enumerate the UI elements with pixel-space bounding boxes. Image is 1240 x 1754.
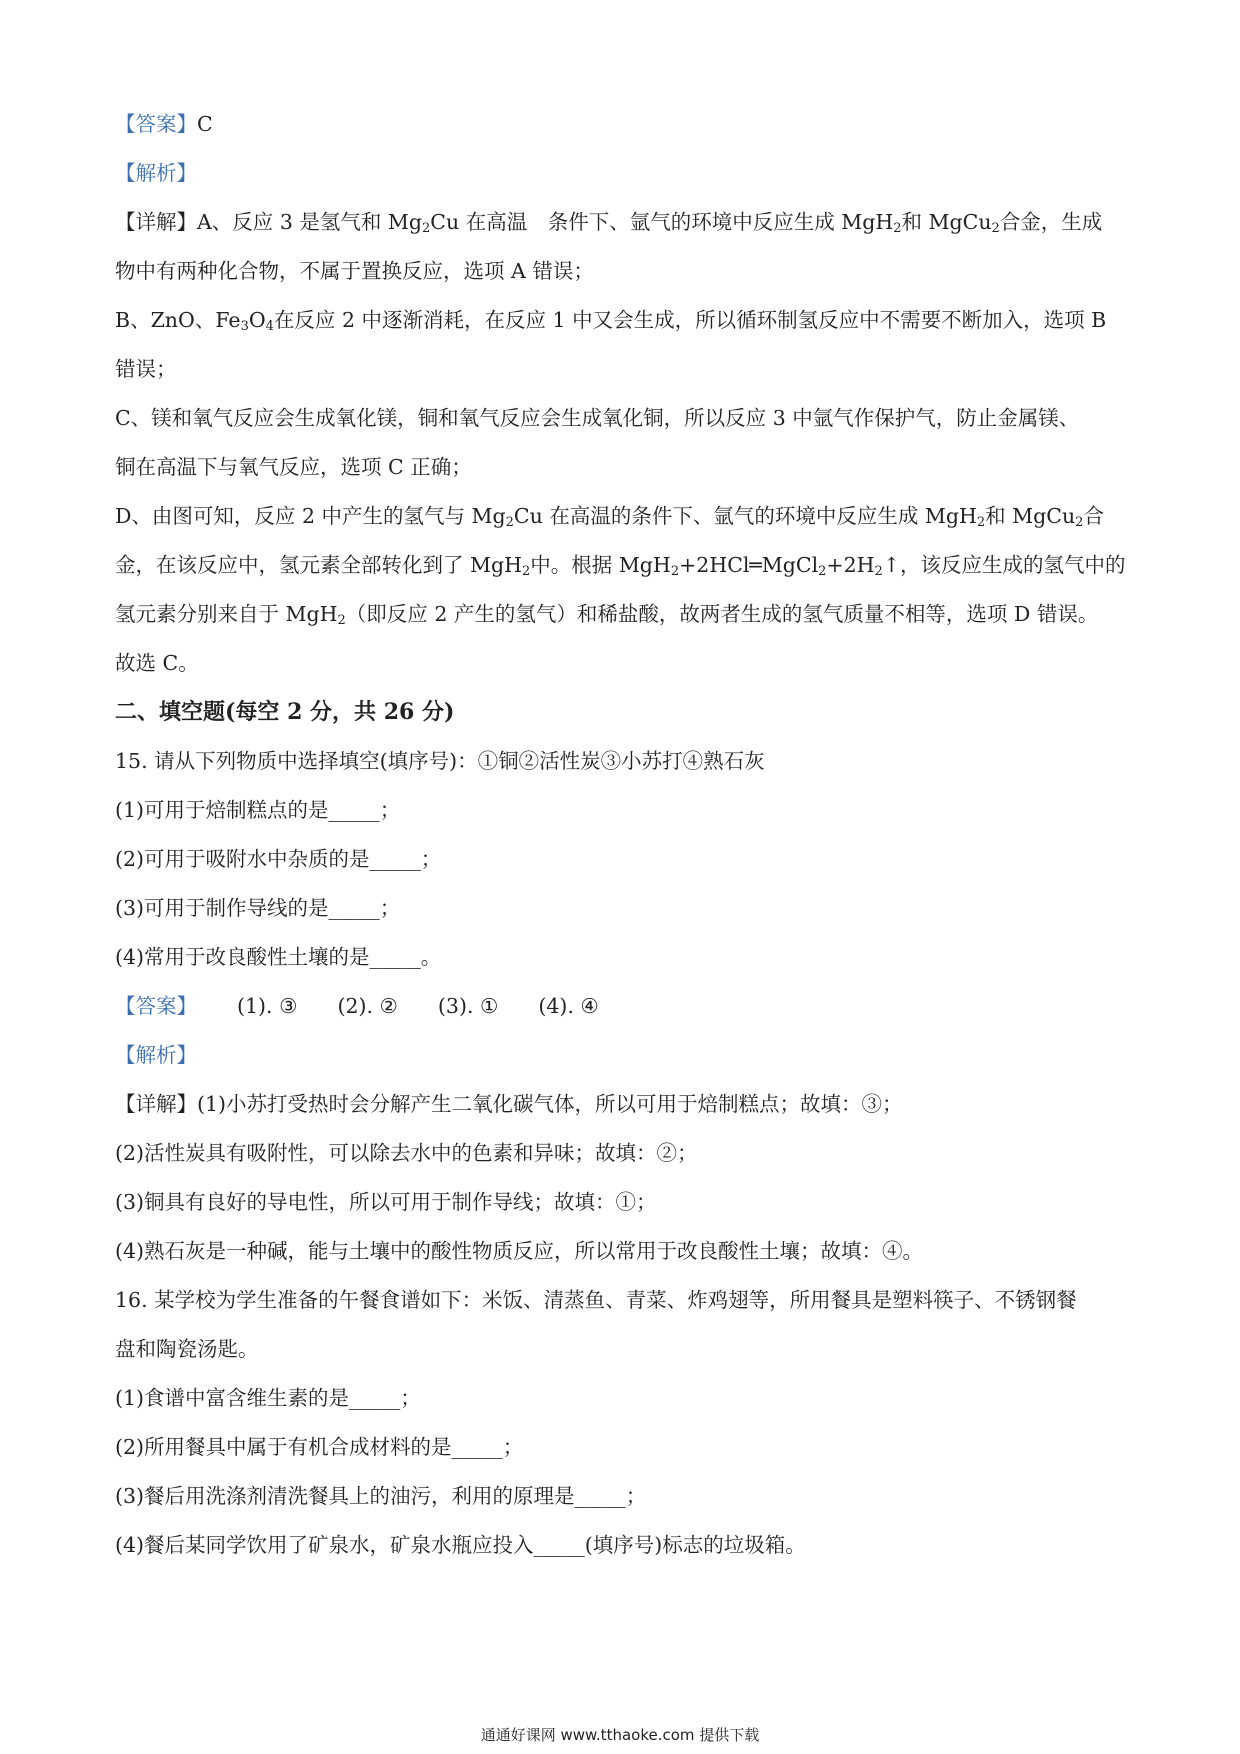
text-run: A、反应 3 是氢气和 Mg xyxy=(197,210,423,234)
text-run: ↑，该反应生成的氢气中的 xyxy=(882,553,1126,577)
text-run: 金，在该反应中，氢元素全部转化到了 MgH xyxy=(115,553,523,577)
page-footer: 通通好课网 www.tthaoke.com 提供下载 xyxy=(480,1726,760,1744)
answer-item: (2). ② xyxy=(337,994,398,1018)
q15-detail-4: (4)熟石灰是一种碱，能与土壤中的酸性物质反应，所以常用于改良酸性土壤；故填：④。 xyxy=(115,1239,924,1263)
q16-part-1: (1)食谱中富含维生素的是_____； xyxy=(115,1386,421,1410)
text-run: 和 MgCu xyxy=(985,504,1076,528)
answer-item: (1). ③ xyxy=(237,994,298,1018)
text-run: 合金，生成 xyxy=(999,210,1103,234)
text-run: (1)小苏打受热时会分解产生二氧化碳气体，所以可用于焙制糕点；故填：③； xyxy=(197,1092,903,1116)
answer-tag: 【答案】 xyxy=(115,112,197,136)
subscript: 2 xyxy=(422,221,431,236)
q15-detail-1 xyxy=(115,1080,1135,1129)
q16-part-3: (3)餐后用洗涤剂清洗餐具上的油污，利用的原理是_____； xyxy=(115,1484,647,1508)
q14-detail-line-3 xyxy=(115,296,1135,345)
q15-part-2: (2)可用于吸附水中杂质的是_____； xyxy=(115,847,442,871)
q15-part-3: (3)可用于制作导线的是_____； xyxy=(115,896,401,920)
text-run: 氢元素分别来自于 MgH xyxy=(115,602,338,626)
q16-stem-2: 盘和陶瓷汤匙。 xyxy=(115,1337,259,1361)
subscript: 4 xyxy=(265,319,274,334)
q16-part-4: (4)餐后某同学饮用了矿泉水，矿泉水瓶应投入_____(填序号)标志的垃圾箱。 xyxy=(115,1533,806,1557)
text-run: Cu 在高温 条件下、氩气的环境中反应生成 MgH xyxy=(430,210,894,234)
q15-detail-3: (3)铜具有良好的导电性，所以可用于制作导线；故填：①； xyxy=(115,1190,657,1214)
q14-detail-line-7 xyxy=(115,492,1135,541)
subscript: 2 xyxy=(893,221,902,236)
answer-item: (4). ④ xyxy=(538,994,599,1018)
text-run: +2H xyxy=(826,553,875,577)
q14-detail-line-6: 铜在高温下与氧气反应，选项 C 正确； xyxy=(115,455,472,479)
section-heading: 二、填空题(每空 2 分，共 26 分) xyxy=(115,699,455,725)
q14-detail-line-5: C、镁和氧气反应会生成氧化镁，铜和氧气反应会生成氧化铜，所以反应 3 中氩气作保护气，防止金属镁、 xyxy=(115,406,1080,430)
q14-analysis-line xyxy=(115,149,1135,198)
subscript: 3 xyxy=(240,319,249,334)
subscript: 2 xyxy=(991,221,1000,236)
text-run: （即反应 2 产生的氢气）和稀盐酸，故两者生成的氢气质量不相等，选项 D 错误。 xyxy=(345,602,1099,626)
analysis-tag: 【解析】 xyxy=(115,1043,197,1067)
q14-detail-line-4: 错误； xyxy=(115,357,177,381)
q16-part-2: (2)所用餐具中属于有机合成材料的是_____； xyxy=(115,1435,524,1459)
subscript: 2 xyxy=(1075,515,1084,530)
text-run: 中。根据 MgH xyxy=(530,553,671,577)
subscript: 2 xyxy=(337,613,346,628)
q15-analysis-line xyxy=(115,1031,1135,1080)
q15-stem: 15. 请从下列物质中选择填空(填序号)：①铜②活性炭③小苏打④熟石灰 xyxy=(115,749,765,773)
subscript: 2 xyxy=(874,564,883,579)
text-run: D、由图可知，反应 2 中产生的氢气与 Mg xyxy=(115,504,506,528)
answer-list xyxy=(237,994,599,1018)
answer-tag: 【答案】 xyxy=(115,994,197,1018)
document-body xyxy=(115,100,1135,1570)
q15-part-1: (1)可用于焙制糕点的是_____； xyxy=(115,798,401,822)
q15-detail-2: (2)活性炭具有吸附性，可以除去水中的色素和异味；故填：②； xyxy=(115,1141,698,1165)
text-run: 在反应 2 中逐渐消耗，在反应 1 中又会生成，所以循环制氢反应中不需要不断加入，选项 B xyxy=(273,308,1107,332)
q15-part-4: (4)常用于改良酸性土壤的是_____。 xyxy=(115,945,442,969)
subscript: 2 xyxy=(522,564,531,579)
analysis-tag: 【解析】 xyxy=(115,161,197,185)
detail-tag: 【详解】 xyxy=(115,210,197,234)
answer-value: C xyxy=(197,112,213,136)
subscript: 2 xyxy=(818,564,827,579)
subscript: 2 xyxy=(670,564,680,579)
text-run: 合 xyxy=(1083,504,1104,528)
q14-detail-line-8 xyxy=(115,541,1135,590)
q15-answer-line xyxy=(115,982,1135,1031)
q16-stem-1: 16. 某学校为学生准备的午餐食谱如下：米饭、清蒸鱼、青菜、炸鸡翅等，所用餐具是塑料筷子、不锈钢餐 xyxy=(115,1288,1077,1312)
text-run: B、ZnO、Fe xyxy=(115,308,241,332)
q14-detail-line-2: 物中有两种化合物，不属于置换反应，选项 A 错误； xyxy=(115,259,594,283)
text-run: O xyxy=(248,308,266,332)
detail-tag: 【详解】 xyxy=(115,1092,197,1116)
answer-item: (3). ① xyxy=(437,994,499,1018)
subscript: 2 xyxy=(505,515,514,530)
q14-answer-line xyxy=(115,100,1135,149)
q14-detail-line-9 xyxy=(115,590,1135,639)
text-run: +2HCl═MgCl xyxy=(679,553,819,577)
text-run: Cu 在高温的条件下、氩气的环境中反应生成 MgH xyxy=(513,504,977,528)
q14-detail-line-1 xyxy=(115,198,1135,247)
q14-conclusion: 故选 C。 xyxy=(115,651,199,675)
subscript: 2 xyxy=(976,515,986,530)
text-run: 和 MgCu xyxy=(901,210,992,234)
